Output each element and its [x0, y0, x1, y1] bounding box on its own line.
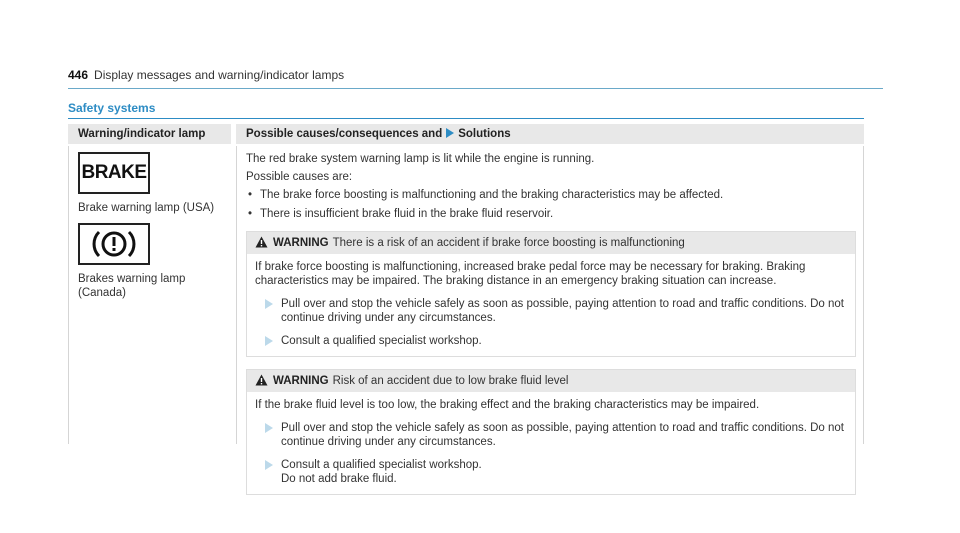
cause-item: • There is insufficient brake fluid in the brake fluid reservoir.: [246, 207, 856, 221]
warning-step: [255, 297, 847, 325]
brake-warning-circle-icon: [78, 223, 150, 265]
table-border-left: [68, 146, 69, 444]
table-border-right: [863, 146, 864, 444]
warning-step: [255, 334, 847, 348]
warning-triangle-icon: [255, 236, 268, 248]
step-text: Pull over and stop the vehicle safely as soon as possible, paying attention to road and traffic conditions. Do not continue driving under any circumstances.: [281, 298, 844, 324]
warning-text: If the brake fluid level is too low, the braking effect and the braking characteristics may be impaired.: [255, 399, 760, 411]
warning-triangle-icon: [255, 374, 268, 386]
causes-column: [246, 152, 856, 495]
column-header-causes: [236, 124, 864, 144]
step-text: Consult a qualified specialist workshop.: [281, 335, 482, 347]
step-arrow-icon: [265, 299, 273, 309]
step-text-note: Do not add brake fluid.: [281, 473, 397, 485]
step-arrow-icon: [265, 336, 273, 346]
brake-circle-symbol: [89, 226, 139, 262]
step-text: Consult a qualified specialist workshop.: [281, 459, 482, 471]
intro-text: The red brake system warning lamp is lit while the engine is running.: [246, 153, 595, 165]
column-header-lamp: Warning/indicator lamp: [68, 124, 231, 144]
column-header-solutions-text: Solutions: [458, 128, 511, 140]
warning-header: [247, 232, 855, 254]
lamp-column: [78, 152, 228, 308]
warning-text: If brake force boosting is malfunctioning, increased brake pedal force may be necessary for braking. Braking characteristics may be impaired. The braking distance in an emergency braking situation can increase.: [255, 261, 806, 287]
warning-step: [255, 458, 847, 486]
causes-label: Possible causes are:: [246, 171, 353, 183]
warning-title: Risk of an accident due to low brake fluid level: [332, 375, 569, 387]
header-rule: [68, 88, 883, 89]
column-header-causes-text: Possible causes/consequences and: [246, 128, 443, 140]
page-number: 446: [68, 68, 89, 82]
warning-body: [247, 254, 855, 356]
page-header: [68, 68, 344, 82]
warning-title: There is a risk of an accident if brake force boosting is malfunctioning: [332, 237, 685, 249]
warning-body: [247, 392, 855, 494]
section-rule: [68, 118, 864, 119]
step-text: Pull over and stop the vehicle safely as soon as possible, paying attention to road and traffic conditions. Do not continue driving under any circumstances.: [281, 422, 844, 448]
arrow-icon: [446, 128, 454, 138]
brake-lamp-label-canada: Brakes warning lamp (Canada): [78, 273, 186, 299]
warning-label: WARNING: [273, 375, 329, 387]
section-title: Safety systems: [68, 101, 156, 115]
step-arrow-icon: [265, 460, 273, 470]
step-arrow-icon: [265, 423, 273, 433]
table-column-divider: [236, 146, 237, 444]
brake-lamp-symbol: BRAKE: [81, 162, 147, 183]
warning-header: [247, 370, 855, 392]
warning-label: WARNING: [273, 237, 329, 249]
cause-item: • The brake force boosting is malfunctioning and the braking characteristics may be affected.: [246, 188, 856, 202]
info-table: [68, 124, 864, 485]
warning-step: [255, 421, 847, 449]
page-header-title: Display messages and warning/indicator lamps: [94, 68, 345, 82]
warning-box-fluid-level: [246, 369, 856, 495]
warning-box-force-boosting: [246, 231, 856, 357]
brake-lamp-label-usa: Brake warning lamp (USA): [78, 202, 215, 214]
brake-lamp-icon: [78, 152, 150, 194]
